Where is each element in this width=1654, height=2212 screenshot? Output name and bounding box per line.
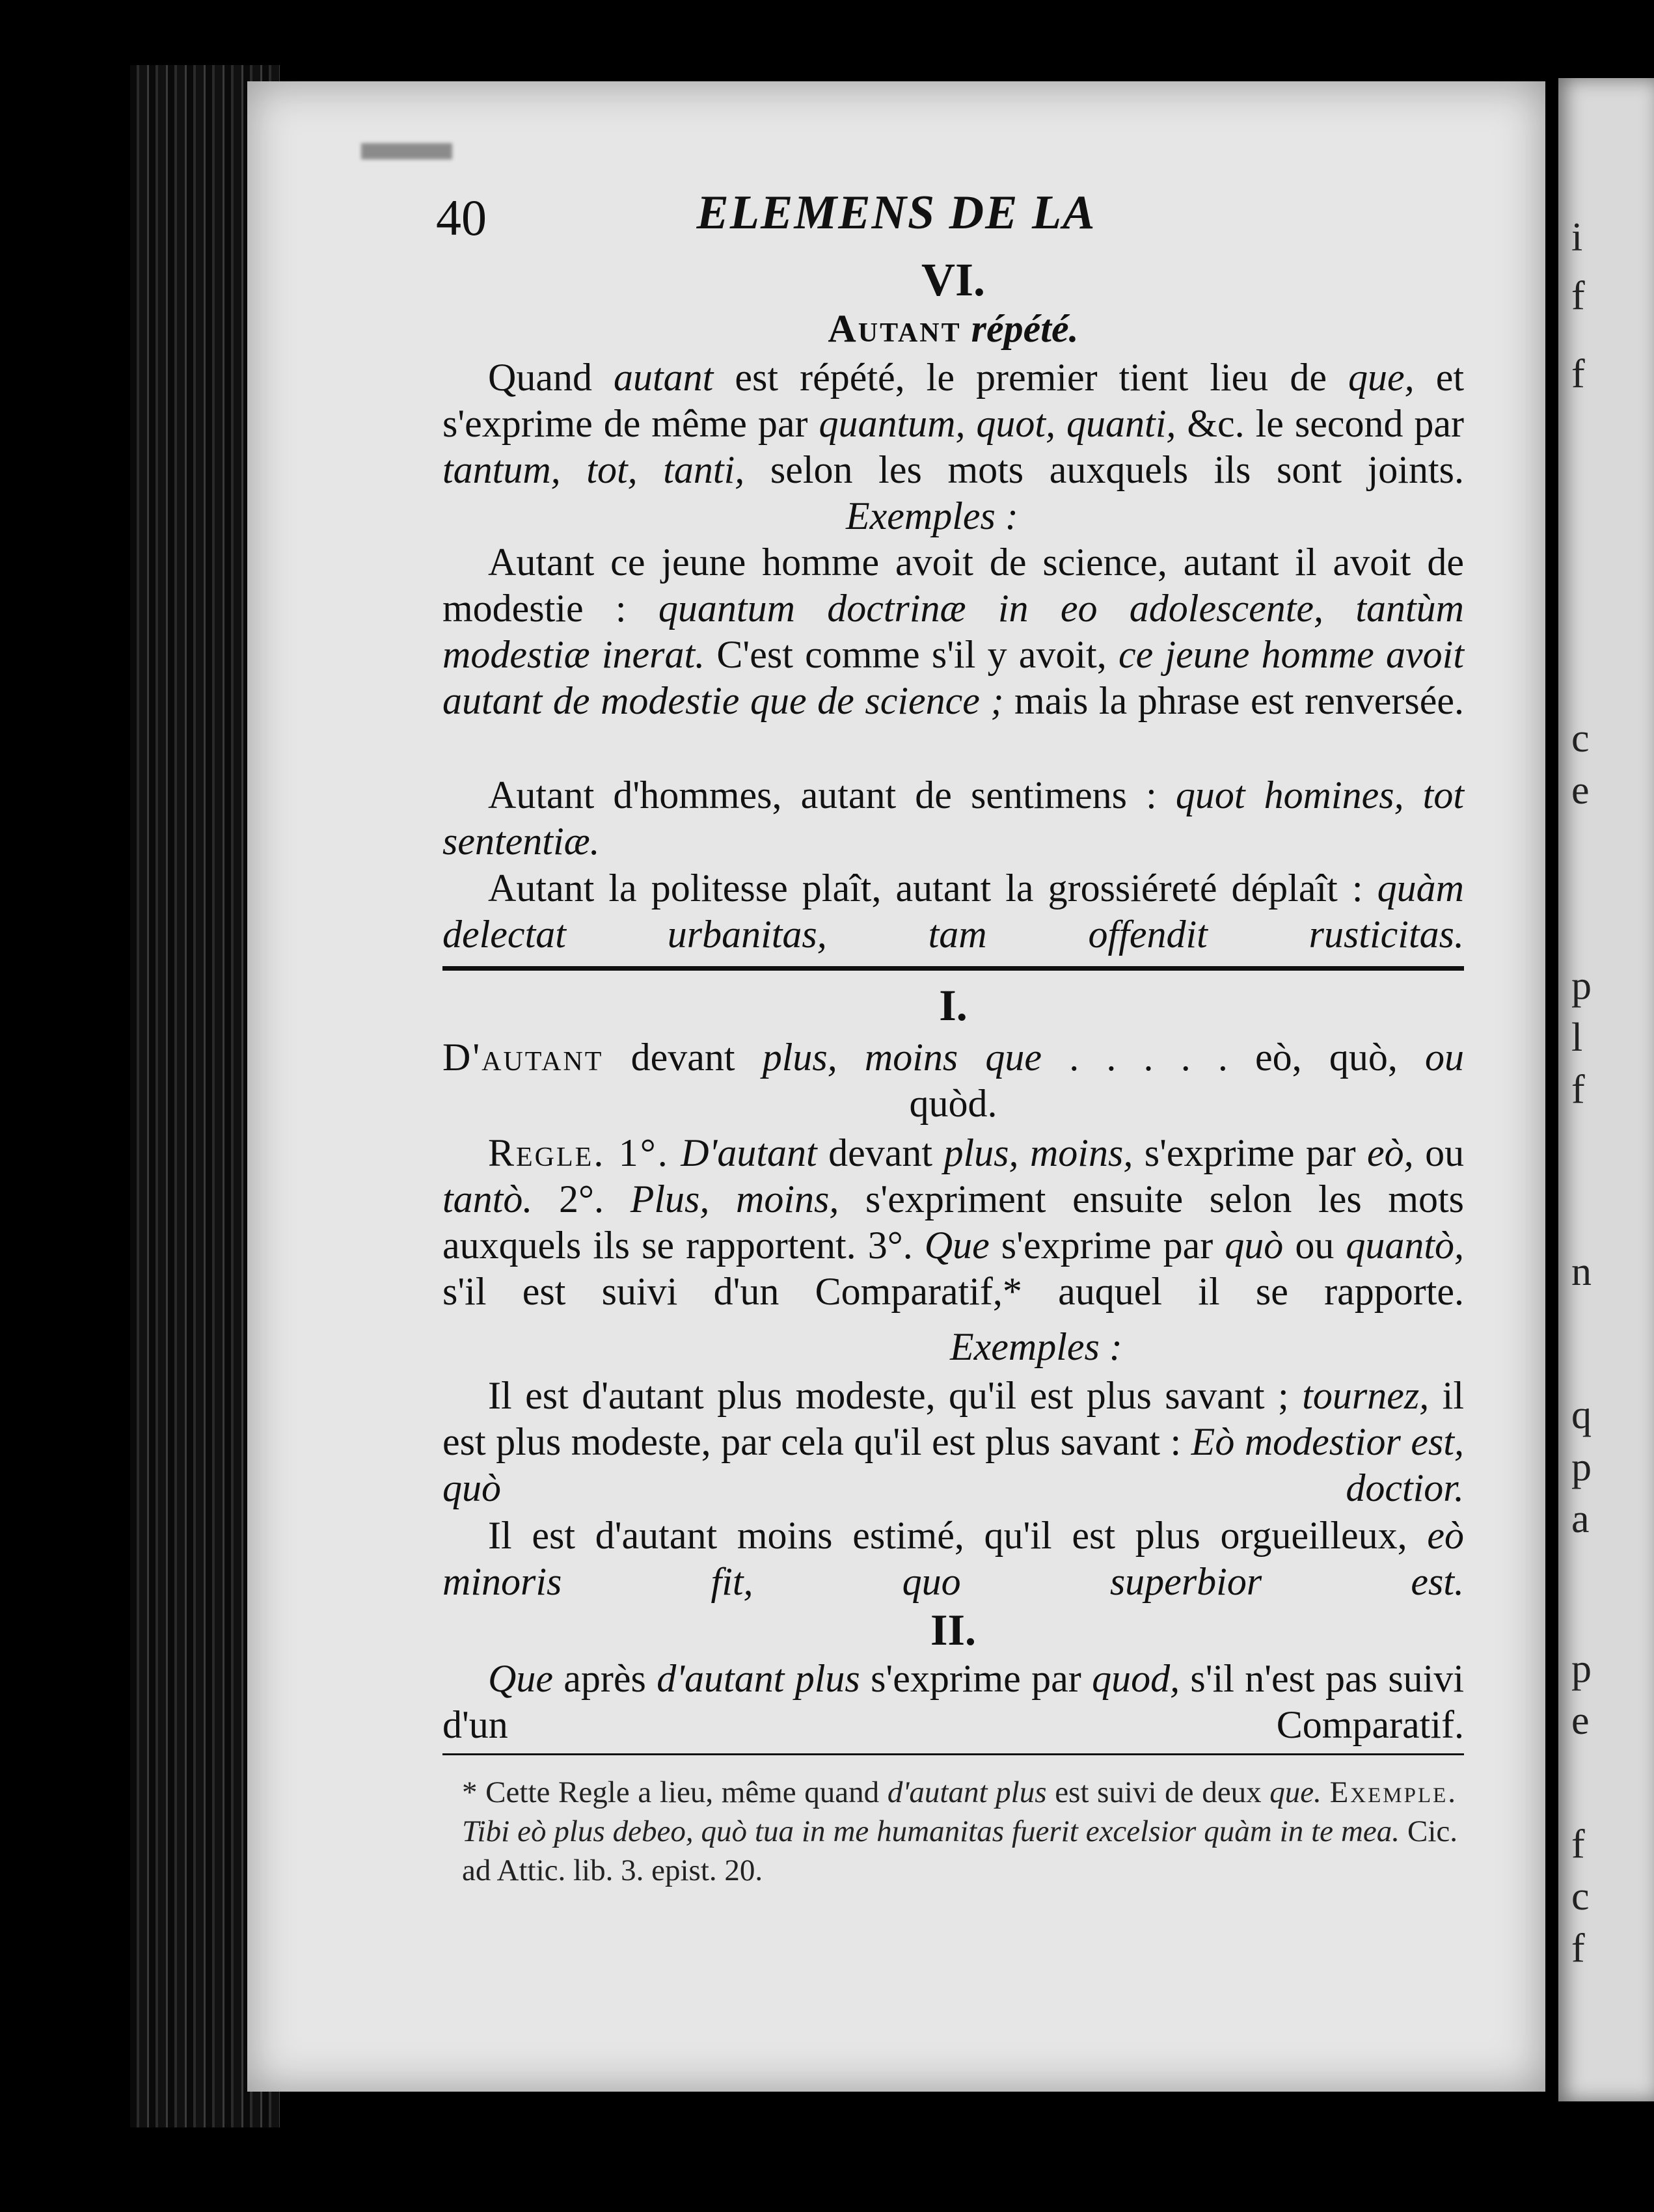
facing-letter: p bbox=[1571, 1647, 1592, 1691]
running-head: ELEMENS DE LA bbox=[696, 186, 1096, 239]
facing-letter: f bbox=[1571, 352, 1585, 396]
regle-d-autant: Regle. 1°. D'autant devant plus, moins, s'exprime par eò, ou tantò. 2°. Plus, moins, s'expriment ensuite selon les mots auxquels ils se rapportent. 3°. Que s'exprime par quò ou quantò, s'il est suivi d'un Comparatif,* auquel il se rapporte. bbox=[442, 1131, 1465, 1313]
page-number: 40 bbox=[436, 189, 487, 246]
facing-letter: n bbox=[1571, 1250, 1592, 1294]
section-numeral-ii: II. bbox=[930, 1605, 976, 1654]
facing-letter: c bbox=[1571, 716, 1590, 761]
examples-label-vi: Exemples : bbox=[846, 494, 1018, 537]
heading-d-autant-cont: quòd. bbox=[909, 1082, 997, 1125]
facing-letter: l bbox=[1571, 1016, 1583, 1060]
example-modeste-savant: Il est d'autant plus modeste, qu'il est plus savant ; tournez, il est plus modeste, par cela qu'il est plus savant : Eò modestior est, quò doctior. bbox=[442, 1374, 1465, 1509]
section-numeral-i: I. bbox=[939, 980, 968, 1030]
facing-letter: f bbox=[1571, 274, 1585, 318]
example-hommes-sentimens: Autant d'hommes, autant de sentimens : quot homines, tot sententiæ. bbox=[442, 774, 1464, 863]
heading-d-autant: D'autant devant plus, moins que . . . . . eò, quò, ou bbox=[442, 1036, 1465, 1079]
facing-letter: a bbox=[1571, 1497, 1590, 1541]
ink-smudge bbox=[361, 143, 452, 159]
paragraph-que-apres: Que après d'autant plus s'exprime par quod, s'il n'est pas suivi d'un Comparatif. bbox=[442, 1657, 1465, 1746]
section-heading-vi: Autant répété. bbox=[828, 307, 1079, 350]
footnote: * Cette Regle a lieu, même quand d'autant plus est suivi de deux que. Exemple. Tibi eò plus debeo, quò tua in me humanitas fuerit excelsior quàm in te mea. Cic. ad Attic. lib. 3. epist. 20. bbox=[462, 1775, 1458, 1887]
facing-letter: f bbox=[1571, 1068, 1585, 1112]
facing-letter: p bbox=[1571, 964, 1592, 1008]
example-politesse: Autant la politesse plaît, autant la grossiéreté déplaît : quàm delectat urbanitas, tam offendit rusticitas. bbox=[442, 867, 1464, 956]
paragraph-autant-repete: Quand autant est répété, le premier tient lieu de que, et s'exprime de même par quantum, quot, quanti, &c. le second par tantum, tot, tanti, selon les mots auxquels ils sont joints. bbox=[442, 356, 1465, 491]
examples-label-i: Exemples : bbox=[950, 1325, 1122, 1368]
example-orgueilleux: Il est d'autant moins estimé, qu'il est plus orgueilleux, eò minoris fit, quo superbior est. bbox=[442, 1514, 1465, 1603]
facing-letter: q bbox=[1571, 1393, 1592, 1437]
facing-page-fragment bbox=[1558, 78, 1654, 2101]
facing-letter: i bbox=[1571, 215, 1583, 260]
facing-letter: f bbox=[1571, 1926, 1585, 1971]
section-numeral-vi: VI. bbox=[921, 254, 985, 306]
footnote-rule bbox=[442, 1753, 1464, 1755]
facing-letter: e bbox=[1571, 768, 1590, 813]
facing-letter: f bbox=[1571, 1822, 1585, 1867]
facing-letter: p bbox=[1571, 1445, 1592, 1489]
facing-letter: e bbox=[1571, 1699, 1590, 1743]
section-divider bbox=[442, 966, 1464, 971]
example-science-modestie: Autant ce jeune homme avoit de science, autant il avoit de modestie : quantum doctrinæ in eo adolescente, tantùm modestiæ inerat. C'est comme s'il y avoit, ce jeune homme avoit autant de modestie que de science ; mais la phrase est renversée. bbox=[442, 541, 1465, 722]
facing-letter: c bbox=[1571, 1874, 1590, 1919]
book-page bbox=[247, 81, 1545, 2092]
